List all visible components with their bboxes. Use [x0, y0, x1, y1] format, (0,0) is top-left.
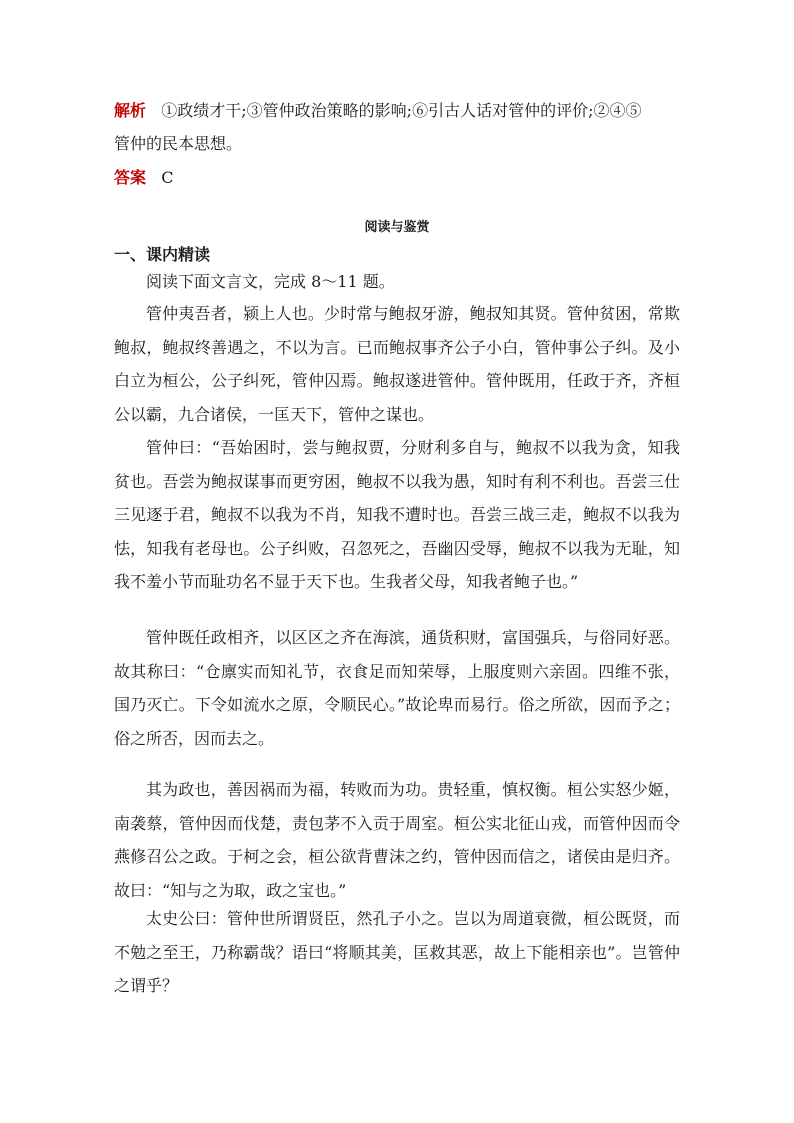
answer-value: C: [161, 168, 174, 187]
part-heading: 一、课内精读: [114, 245, 211, 264]
paragraph-4: 其为政也，善因祸而为福，转败而为功。贵轻重，慎权衡。桓公实怒少姬，南袭蔡，管仲因而伐楚，责包茅不入贡于周室。桓公实北征山戎，而管仲因而令燕修召公之政。于柯之会，桓公欲背曹沫之约，管仲因而信之，诸侯由是归齐。故曰：“知与之为取，政之宝也。”: [114, 780, 680, 900]
paragraph-3: 管仲既任政相齐，以区区之齐在海滨，通货积财，富国强兵，与俗同好恶。故其称曰：“仓廪实而知礼节，衣食足而知荣辱，上服度则六亲固。四维不张，国乃灭亡。下令如流水之原，令顺民心。”故论卑而易行。俗之所欲，因而予之；俗之所否，因而去之。: [114, 628, 680, 748]
analysis-text-1: ①政绩才干;③管仲政治策略的影响;⑥引古人话对管仲的评价;②④⑤: [161, 101, 642, 120]
instruction: 阅读下面文言文，完成 8～11 题。: [146, 272, 395, 291]
paragraph-5: 太史公曰：管仲世所谓贤臣，然孔子小之。岂以为周道衰微，桓公既贤，而不勉之至王，乃称霸哉？语曰“将顺其美，匡救其恶，故上下能相亲也”。岂管仲之谓乎？: [114, 909, 680, 995]
answer-line: [114, 167, 174, 189]
analysis-line-1: [114, 100, 641, 122]
analysis-label: 解析: [114, 101, 147, 120]
answer-label: 答案: [114, 168, 147, 187]
section-title: 阅读与鉴赏: [364, 220, 430, 235]
paragraph-2: 管仲曰：“吾始困时，尝与鲍叔贾，分财利多自与，鲍叔不以我为贪，知我贫也。吾尝为鲍叔谋事而更穷困，鲍叔不以我为愚，知时有利不利也。吾尝三仕三见逐于君，鲍叔不以我为不肖，知我不遭时也。吾尝三战三走，鲍叔不以我为怯，知我有老母也。公子纠败，召忽死之，吾幽囚受辱，鲍叔不以我为无耻，知我不羞小节而耻功名不显于天下也。生我者父母，知我者鲍子也。”: [114, 438, 680, 591]
paragraph-1: 管仲夷吾者，颍上人也。少时常与鲍叔牙游，鲍叔知其贤。管仲贫困，常欺鲍叔，鲍叔终善遇之，不以为言。已而鲍叔事齐公子小白，管仲事公子纠。及小白立为桓公，公子纠死，管仲囚焉。鲍叔遂进管仲。管仲既用，任政于齐，齐桓公以霸，九合诸侯，一匡天下，管仲之谋也。: [114, 304, 680, 424]
analysis-text-2: 管仲的民本思想。: [114, 134, 243, 153]
